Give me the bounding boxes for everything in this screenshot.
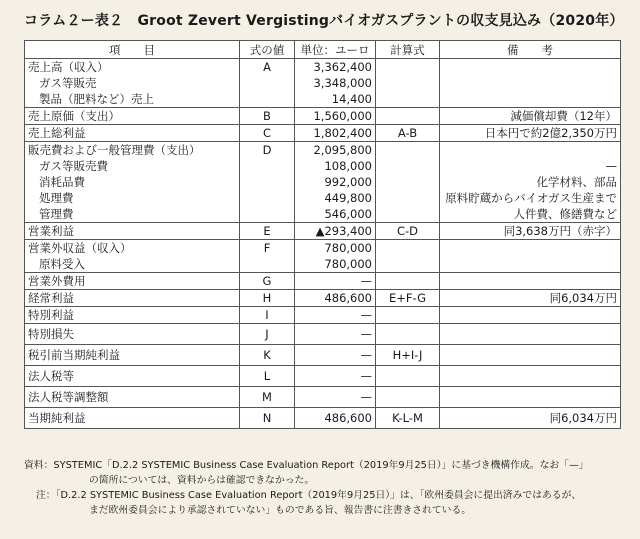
cell-value: 3,362,400 [295, 59, 376, 76]
source-note-line-1: 資料：SYSTEMIC「D.2.2 SYSTEMIC Business Case Evaluation Report（2019年9月25日）」に基づき機構作成。なお「—」 [24, 460, 589, 471]
table-row [25, 240, 621, 257]
cell-note [440, 387, 621, 408]
cell-value: 108,000 [295, 158, 376, 174]
cell-value: — [295, 366, 376, 387]
table-row [25, 158, 621, 174]
cell-item: 処理費 [25, 190, 240, 206]
cell-calc [376, 142, 440, 159]
cell-value: 1,802,400 [295, 125, 376, 142]
cell-value: 780,000 [295, 256, 376, 273]
cell-item: 法人税等調整額 [25, 387, 240, 408]
cell-calc [376, 190, 440, 206]
cell-calc: E+F-G [376, 290, 440, 307]
table-row [25, 345, 621, 366]
cell-note: 原料貯蔵からバイオガス生産まで [440, 190, 621, 206]
table-row [25, 125, 621, 142]
cell-value: 486,600 [295, 290, 376, 307]
cell-note [440, 307, 621, 324]
cell-note [440, 91, 621, 108]
table-row [25, 307, 621, 324]
cell-symbol: D [240, 142, 295, 159]
cell-item: 原料受入 [25, 256, 240, 273]
cell-symbol: A [240, 59, 295, 76]
table-row [25, 324, 621, 345]
cell-calc [376, 158, 440, 174]
cell-symbol [240, 91, 295, 108]
cell-note [440, 324, 621, 345]
cell-item: 管理費 [25, 206, 240, 223]
cell-calc [376, 108, 440, 125]
source-note-line-2: の箇所については、資料からは確認できなかった。 [89, 475, 315, 486]
table-row [25, 174, 621, 190]
cell-item: 法人税等 [25, 366, 240, 387]
cell-value: 546,000 [295, 206, 376, 223]
cell-value: — [295, 307, 376, 324]
cell-note [440, 59, 621, 76]
cell-symbol: K [240, 345, 295, 366]
cell-item: 販売費および一般管理費（支出） [25, 142, 240, 159]
cell-note: 減価償却費（12年） [440, 108, 621, 125]
cell-symbol: F [240, 240, 295, 257]
cell-calc [376, 324, 440, 345]
cell-item: 営業外収益（収入） [25, 240, 240, 257]
cell-symbol: H [240, 290, 295, 307]
cell-item: 特別損失 [25, 324, 240, 345]
income-table [24, 40, 621, 429]
cell-calc [376, 256, 440, 273]
cell-calc [376, 366, 440, 387]
cell-value: — [295, 345, 376, 366]
cell-note: — [440, 158, 621, 174]
header-value: 単位：ユーロ [295, 41, 376, 59]
cell-value: ▲293,400 [295, 223, 376, 240]
cell-item: 特別利益 [25, 307, 240, 324]
cell-symbol: G [240, 273, 295, 290]
cell-calc [376, 174, 440, 190]
cell-item: ガス等販売 [25, 75, 240, 91]
cell-symbol [240, 256, 295, 273]
cell-note [440, 273, 621, 290]
cell-value: 1,560,000 [295, 108, 376, 125]
footnotes [24, 458, 624, 518]
table-row [25, 223, 621, 240]
cell-symbol: N [240, 408, 295, 429]
cell-symbol [240, 206, 295, 223]
table-row [25, 190, 621, 206]
cell-symbol [240, 190, 295, 206]
cell-symbol: C [240, 125, 295, 142]
cell-item: 営業外費用 [25, 273, 240, 290]
header-item: 項 目 [25, 41, 240, 59]
cell-note: 同6,034万円 [440, 408, 621, 429]
table-row [25, 206, 621, 223]
cell-calc: C-D [376, 223, 440, 240]
cell-symbol [240, 174, 295, 190]
cell-symbol: J [240, 324, 295, 345]
cell-item: 売上総利益 [25, 125, 240, 142]
table-row [25, 142, 621, 159]
cell-calc [376, 91, 440, 108]
table-row [25, 108, 621, 125]
cell-note [440, 256, 621, 273]
cell-value: 2,095,800 [295, 142, 376, 159]
cell-note [440, 75, 621, 91]
header-calc: 計算式 [376, 41, 440, 59]
cell-calc [376, 240, 440, 257]
cell-value: — [295, 273, 376, 290]
cell-value: 780,000 [295, 240, 376, 257]
cell-calc [376, 307, 440, 324]
cell-value: 486,600 [295, 408, 376, 429]
cell-item: 税引前当期純利益 [25, 345, 240, 366]
header-note: 備 考 [440, 41, 621, 59]
cell-symbol: E [240, 223, 295, 240]
remark-note-line-2: まだ欧州委員会により承認されていない」ものである旨、報告書に注書きされている。 [89, 505, 472, 516]
cell-item: 消耗品費 [25, 174, 240, 190]
table-row [25, 75, 621, 91]
cell-value: — [295, 324, 376, 345]
table-row [25, 366, 621, 387]
cell-note [440, 366, 621, 387]
cell-symbol: B [240, 108, 295, 125]
cell-note: 同6,034万円 [440, 290, 621, 307]
table-row [25, 387, 621, 408]
cell-note [440, 240, 621, 257]
page-title: コラム２ー表２ Groot Zevert Vergistingバイオガスプラントの収支見込み（2020年） [24, 13, 624, 29]
cell-item: 売上原価（支出） [25, 108, 240, 125]
cell-note [440, 345, 621, 366]
cell-calc: A-B [376, 125, 440, 142]
cell-value: — [295, 387, 376, 408]
cell-calc [376, 206, 440, 223]
cell-note: 同3,638万円（赤字） [440, 223, 621, 240]
cell-item: 売上高（収入） [25, 59, 240, 76]
remark-note-line-1: 注：「D.2.2 SYSTEMIC Business Case Evaluation Report（2019年9月25日）」は、「欧州委員会に提出済みではあるが、 [36, 490, 582, 501]
cell-note [440, 142, 621, 159]
table-header-row [25, 41, 621, 59]
table-body [25, 59, 621, 429]
cell-item: 製品（肥料など）売上 [25, 91, 240, 108]
table-row [25, 290, 621, 307]
cell-symbol [240, 158, 295, 174]
cell-value: 449,800 [295, 190, 376, 206]
cell-note: 人件費、修繕費など [440, 206, 621, 223]
header-symbol: 式の値 [240, 41, 295, 59]
cell-item: ガス等販売費 [25, 158, 240, 174]
cell-item: 営業利益 [25, 223, 240, 240]
cell-symbol: I [240, 307, 295, 324]
cell-value: 14,400 [295, 91, 376, 108]
table-row [25, 256, 621, 273]
cell-item: 当期純利益 [25, 408, 240, 429]
cell-note: 化学材料、部品 [440, 174, 621, 190]
cell-calc [376, 387, 440, 408]
cell-value: 992,000 [295, 174, 376, 190]
cell-note: 日本円で約2億2,350万円 [440, 125, 621, 142]
cell-calc [376, 273, 440, 290]
cell-calc: K-L-M [376, 408, 440, 429]
cell-symbol [240, 75, 295, 91]
table-row [25, 59, 621, 76]
table-row [25, 91, 621, 108]
cell-calc [376, 75, 440, 91]
cell-symbol: L [240, 366, 295, 387]
cell-calc [376, 59, 440, 76]
cell-symbol: M [240, 387, 295, 408]
cell-value: 3,348,000 [295, 75, 376, 91]
table-row [25, 408, 621, 429]
cell-calc: H+I-J [376, 345, 440, 366]
table-row [25, 273, 621, 290]
cell-item: 経常利益 [25, 290, 240, 307]
